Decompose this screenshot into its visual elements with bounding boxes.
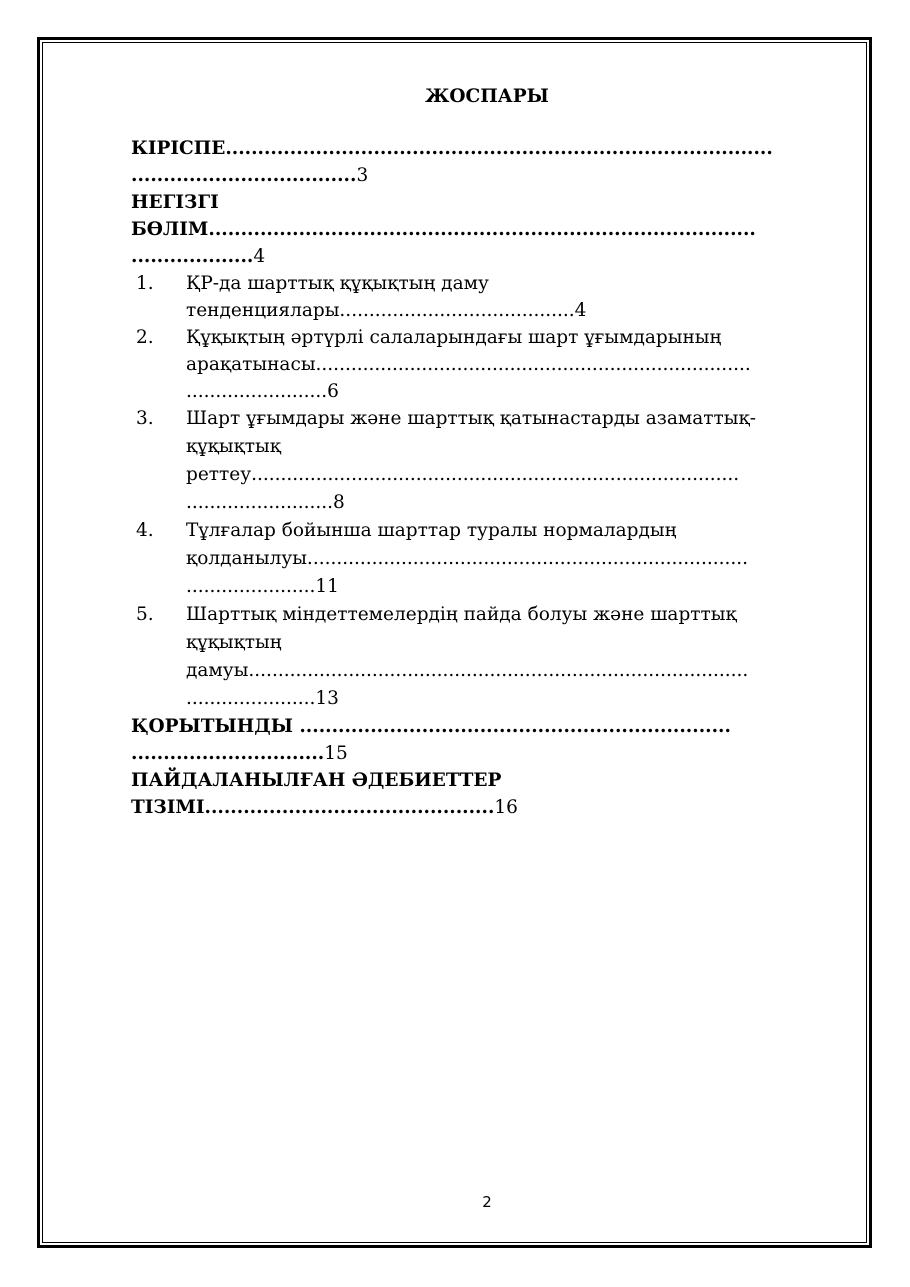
toc-conclusion-page: 15	[324, 743, 348, 764]
toc-item-line: ........................6	[186, 381, 339, 402]
toc-item-number: 5.	[136, 604, 154, 625]
toc-entry-intro[interactable]	[131, 135, 845, 189]
toc-item-line: Құқықтың әртүрлі салаларындағы шарт ұғымдарының	[186, 327, 722, 348]
toc-item-4[interactable]	[131, 517, 845, 601]
toc-item-number: 1.	[136, 273, 154, 294]
table-of-contents	[131, 135, 845, 821]
toc-references-title: ПАЙДАЛАНЫЛҒАН ӘДЕБИЕТТЕР	[131, 770, 502, 791]
toc-item-2[interactable]	[131, 324, 845, 405]
toc-item-line: тенденциялары........................................4	[186, 300, 587, 321]
toc-main-title-1: НЕГІЗГІ	[131, 192, 219, 213]
toc-item-1[interactable]	[131, 270, 845, 324]
toc-item-line: құқықтық	[186, 436, 281, 457]
toc-item-line: реттеу...................................................................................	[186, 464, 740, 485]
toc-item-5[interactable]	[131, 601, 845, 713]
toc-item-line: құқықтың	[186, 632, 282, 653]
toc-intro-page: 3	[356, 165, 369, 186]
toc-main-title-2: БӨЛІМ.....................................................................................	[131, 219, 756, 240]
document-title: ЖОСПАРЫ	[425, 86, 549, 107]
toc-intro-dots: ...................................	[131, 165, 357, 186]
toc-references-page: 16	[494, 797, 518, 818]
toc-entry-references[interactable]	[131, 767, 845, 821]
toc-item-number: 3.	[136, 408, 154, 429]
toc-item-line: дамуы.....................................................................................	[186, 660, 749, 681]
toc-conclusion-title: ҚОРЫТЫНДЫ ...................................................................	[131, 716, 731, 737]
toc-item-3[interactable]	[131, 405, 845, 517]
toc-item-line: арақатынасы..........................................................................	[186, 354, 751, 375]
toc-entry-main-part[interactable]	[131, 189, 845, 270]
toc-item-line: ......................13	[186, 688, 339, 709]
toc-conclusion-dots: ..............................	[131, 743, 325, 764]
toc-item-number: 4.	[136, 520, 154, 541]
toc-item-line: Шарт ұғымдары және шарттық қатынастарды азаматтық-	[186, 408, 756, 429]
toc-main-dots: ...................	[131, 246, 254, 267]
toc-item-line: қолданылуы...........................................................................	[186, 548, 748, 569]
toc-item-line: ......................11	[186, 576, 339, 597]
toc-item-line: ҚР-да шарттық құқықтың даму	[186, 273, 489, 294]
toc-references-dots: ТІЗІМІ.............................................	[131, 797, 495, 818]
toc-main-page: 4	[253, 246, 266, 267]
toc-entry-conclusion[interactable]	[131, 713, 845, 767]
toc-intro-title: КІРІСПЕ.....................................................................................	[131, 138, 773, 159]
toc-item-line: Шарттық міндеттемелердің пайда болуы және шарттық	[186, 604, 737, 625]
toc-item-line: .........................8	[186, 492, 345, 513]
page-number: 2	[482, 1193, 492, 1211]
toc-item-line: Тұлғалар бойынша шарттар туралы нормалардың	[186, 520, 677, 541]
toc-item-number: 2.	[136, 327, 154, 348]
